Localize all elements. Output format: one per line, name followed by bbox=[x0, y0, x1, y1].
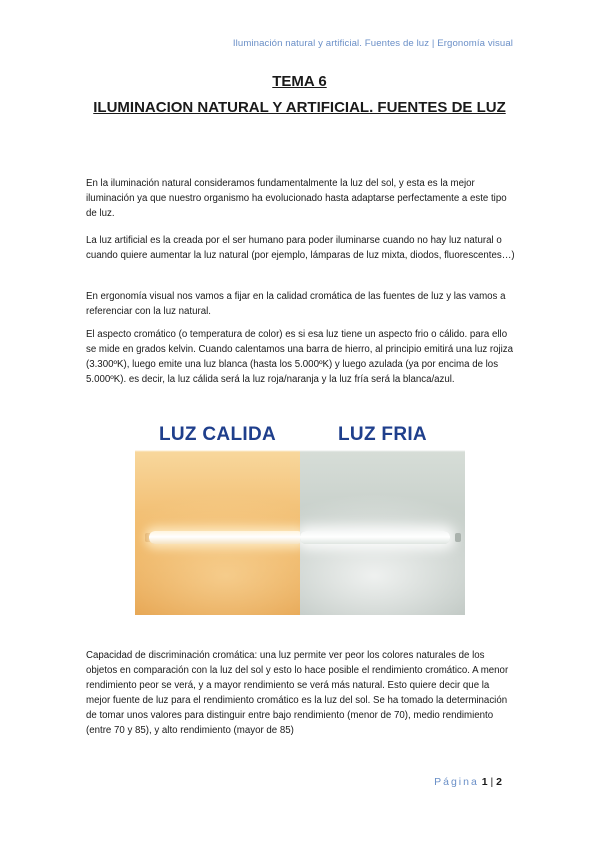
paragraph-visual-ergonomics: En ergonomía visual nos vamos a fijar en la calidad cromática de las fuentes de luz y las vamos a referenciar con la luz natural. bbox=[86, 291, 506, 317]
paragraph-natural-light: En la iluminación natural consideramos fundamentalmente la luz del sol, y esta es la mejor iluminación ya que nuestro organismo ha evolucionado hasta adaptarse perfectamente a este tipo de luz. bbox=[86, 178, 507, 219]
running-header: Iluminación natural y artificial. Fuentes de luz | Ergonomía visual bbox=[232, 38, 513, 49]
cold-light-label: LUZ FRIA bbox=[338, 424, 427, 445]
cold-light-panel bbox=[300, 420, 465, 615]
warm-cold-light-figure bbox=[135, 420, 465, 615]
paragraph-artificial-light: La luz artificial es la creada por el ser humano para poder iluminarse cuando no hay luz natural o cuando quiere aumentar la luz natural (por ejemplo, lámparas de luz mixta, diodos, fluorescentes…) bbox=[86, 235, 515, 261]
page-label: Página bbox=[434, 776, 479, 788]
page-title: ILUMINACION NATURAL Y ARTIFICIAL. FUENTES DE LUZ bbox=[93, 99, 506, 116]
page-footer bbox=[434, 776, 502, 788]
cold-tube-endcap bbox=[455, 533, 461, 542]
cold-fluorescent-tube bbox=[300, 531, 450, 544]
paragraph-color-rendering: Capacidad de discriminación cromática: una luz permite ver peor los colores naturales de los objetos en comparación con la luz del sol y esto lo hace posible el rendimiento cromático. A menor rendimiento peor se verá, y a mayor rendimiento se verá más natural. Esto quiere decir que la mejor fuente de luz para el rendimiento cromático es la luz del sol. Se ha tomado la determinación de tomar unos valores para distinguir entre bajo rendimiento (menor de 70), medio rendimiento (entre 70 y 85), y alto rendimiento (mayor de 85) bbox=[86, 650, 509, 736]
warm-light-panel bbox=[135, 420, 300, 615]
page-number: 1 bbox=[481, 776, 488, 788]
warm-light-label: LUZ CALIDA bbox=[159, 424, 276, 445]
page-total: 2 bbox=[496, 776, 502, 788]
chapter-number: TEMA 6 bbox=[272, 73, 327, 90]
page-separator: | bbox=[490, 776, 494, 788]
warm-fluorescent-tube bbox=[149, 531, 300, 544]
paragraph-color-temperature: El aspecto cromático (o temperatura de color) es si esa luz tiene un aspecto frio o cálido. para ello se mide en grados kelvin. Cuando calentamos una barra de hierro, al principio emitirá una luz rojiza (3.300ºK), luego emite una luz blanca (hasta los 5.000ºK) y luego azulada (ya por encima de los 5.000ºK). es decir, la luz cálida será la luz roja/naranja y la luz fría será la blanca/azul. bbox=[86, 329, 514, 385]
